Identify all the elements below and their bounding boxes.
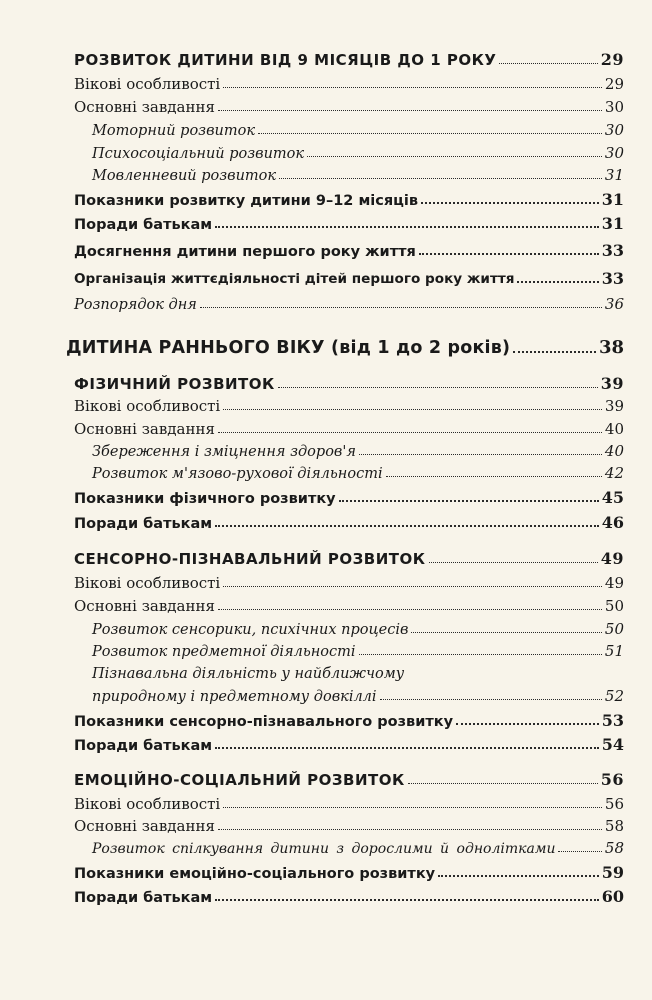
dot-leader xyxy=(215,899,599,901)
dot-leader xyxy=(380,699,602,700)
toc-entry-page: 56 xyxy=(600,770,624,789)
toc-entry-title: Моторний розвиток xyxy=(92,122,256,139)
toc-entry-title: ЕМОЦІЙНО-СОЦІАЛЬНИЙ РОЗВИТОК xyxy=(74,771,405,789)
toc-entry-title: Показники фізичного розвитку xyxy=(74,490,336,507)
dot-leader xyxy=(215,747,599,749)
toc-entry[interactable] xyxy=(74,100,624,115)
toc-entry-page: 58 xyxy=(604,839,624,857)
toc-entry-title: Вікові особливості xyxy=(74,574,221,592)
toc-entry-title: Вікові особливості xyxy=(74,75,221,93)
dot-leader xyxy=(339,500,599,502)
toc-entry-bold[interactable] xyxy=(74,737,624,753)
toc-entry-title: Показники розвитку дитини 9–12 місяців xyxy=(74,192,419,209)
toc-entry-title: Розвиток м'язово-рухової діяльності xyxy=(92,465,383,482)
toc-entry-page: 60 xyxy=(601,887,624,906)
toc-entry-page: 49 xyxy=(604,574,624,592)
dot-leader xyxy=(218,432,602,433)
toc-entry-chapter[interactable] xyxy=(74,376,624,392)
toc-entry-sub[interactable] xyxy=(92,444,624,459)
toc-entry-page: 53 xyxy=(601,711,624,730)
dot-leader xyxy=(223,409,602,410)
toc-entry[interactable] xyxy=(74,399,624,414)
toc-entry-title: ДИТИНА РАННЬОГО ВІКУ (від 1 до 2 років) xyxy=(66,337,511,358)
toc-entry-title: Розвиток сенсорики, психічних процесів xyxy=(92,621,409,638)
dot-leader xyxy=(517,281,598,283)
toc-entry-bold[interactable] xyxy=(74,192,624,208)
toc-entry-chapter[interactable] xyxy=(74,551,624,567)
toc-entry-page: 38 xyxy=(598,337,624,358)
toc-entry[interactable] xyxy=(74,576,624,591)
toc-entry-title: Розпорядок дня xyxy=(74,296,197,313)
dot-leader xyxy=(258,133,602,134)
toc-entry-page: 49 xyxy=(600,549,624,568)
dot-leader xyxy=(218,609,602,610)
dot-leader xyxy=(499,63,597,64)
toc-entry-page: 46 xyxy=(601,513,624,532)
toc-entry-page: 42 xyxy=(604,464,624,482)
toc-entry[interactable] xyxy=(74,599,624,614)
toc-entry-page: 51 xyxy=(604,642,624,660)
toc-entry-sub[interactable] xyxy=(92,841,624,856)
toc-entry-title: РОЗВИТОК ДИТИНИ ВІД 9 МІСЯЦІВ ДО 1 РОКУ xyxy=(74,51,497,69)
toc-entry-page: 31 xyxy=(601,214,624,233)
dot-leader xyxy=(419,253,599,255)
dot-leader xyxy=(421,202,599,204)
toc-entry-page: 58 xyxy=(604,817,624,835)
toc-entry-title: Організація життєдіяльності дітей першого року життя xyxy=(74,271,515,288)
toc-entry-bold[interactable] xyxy=(74,889,624,905)
dot-leader xyxy=(513,351,596,353)
toc-entry-page: 29 xyxy=(604,75,624,93)
dot-leader xyxy=(429,562,598,563)
toc-entry-page: 50 xyxy=(604,620,624,638)
toc-entry-page: 40 xyxy=(604,442,624,460)
dot-leader xyxy=(215,226,599,228)
dot-leader xyxy=(223,807,602,808)
dot-leader xyxy=(456,723,599,725)
dot-leader xyxy=(218,110,602,111)
toc-entry-page: 30 xyxy=(604,98,624,116)
toc-entry-sub[interactable] xyxy=(92,146,624,161)
toc-entry-page: 33 xyxy=(601,241,624,260)
dot-leader xyxy=(307,156,602,157)
toc-entry-page: 29 xyxy=(600,50,624,69)
toc-entry-page: 33 xyxy=(601,269,624,288)
toc-entry-page: 30 xyxy=(604,121,624,139)
toc-entry-sub[interactable] xyxy=(92,622,624,637)
toc-entry-page: 30 xyxy=(604,144,624,162)
toc-entry-title: Показники сенсорно-пізнавального розвитку xyxy=(74,713,454,730)
toc-entry-page: 31 xyxy=(601,190,624,209)
toc-entry-title: Основні завдання xyxy=(74,98,215,116)
toc-entry-title: Вікові особливості xyxy=(74,795,221,813)
toc-entry-page: 56 xyxy=(604,795,624,813)
toc-entry-page: 54 xyxy=(601,735,624,754)
toc-entry-page: 39 xyxy=(604,397,624,415)
toc-entry-part[interactable] xyxy=(66,339,624,357)
toc-entry-bold[interactable] xyxy=(74,865,624,881)
toc-entry-sub[interactable] xyxy=(92,168,624,183)
toc-entry-bold[interactable] xyxy=(74,243,624,259)
dot-leader xyxy=(223,586,602,587)
toc-entry-sub[interactable] xyxy=(92,644,624,659)
dot-leader xyxy=(411,632,601,633)
toc-entry-bold[interactable] xyxy=(74,271,624,287)
dot-leader xyxy=(218,829,602,830)
toc-entry-page: 52 xyxy=(604,687,624,705)
toc-entry-chapter[interactable] xyxy=(74,52,624,68)
toc-entry-sub[interactable] xyxy=(74,297,624,312)
toc-entry-title: Основні завдання xyxy=(74,597,215,615)
toc-entry-bold[interactable] xyxy=(74,490,624,506)
toc-entry-bold[interactable] xyxy=(74,713,624,729)
toc-entry-chapter[interactable] xyxy=(74,772,624,788)
toc-entry-title: СЕНСОРНО-ПІЗНАВАЛЬНИЙ РОЗВИТОК xyxy=(74,550,426,568)
toc-entry-page: 45 xyxy=(601,488,624,507)
toc-entry-page: 59 xyxy=(601,863,624,882)
toc-entry-bold[interactable] xyxy=(74,216,624,232)
dot-leader xyxy=(558,851,601,852)
toc-entry-title: Досягнення дитини першого року життя xyxy=(74,243,416,260)
dot-leader xyxy=(386,476,602,477)
toc-entry-title: Збереження і зміцнення здоров'я xyxy=(92,443,356,460)
toc-entry-page: 40 xyxy=(604,420,624,438)
toc-entry-title: Основні завдання xyxy=(74,817,215,835)
dot-leader xyxy=(279,178,602,179)
toc-entry-sub[interactable] xyxy=(92,466,624,481)
toc-entry[interactable] xyxy=(74,77,624,92)
toc-entry-title: Вікові особливості xyxy=(74,397,221,415)
toc-entry-title: Основні завдання xyxy=(74,420,215,438)
toc-entry-sub[interactable] xyxy=(92,123,624,138)
toc-entry-title: Розвиток предметної діяльності xyxy=(92,643,356,660)
dot-leader xyxy=(223,87,602,88)
toc-entry-page: 39 xyxy=(600,374,624,393)
toc-entry-title: Показники емоційно-соціального розвитку xyxy=(74,865,436,882)
dot-leader xyxy=(359,454,602,455)
dot-leader xyxy=(215,525,599,527)
toc-entry-title: ФІЗИЧНИЙ РОЗВИТОК xyxy=(74,375,275,393)
toc-entry-title: Поради батькам xyxy=(74,216,213,233)
toc-entry-title: Поради батькам xyxy=(74,889,213,906)
toc-entry-page: 50 xyxy=(604,597,624,615)
dot-leader xyxy=(408,783,598,784)
toc-entry[interactable] xyxy=(74,797,624,812)
toc-entry-title: Поради батькам xyxy=(74,515,213,532)
dot-leader xyxy=(438,875,599,877)
toc-entry-page: 36 xyxy=(604,295,624,313)
toc-entry-title: Психосоціальний розвиток xyxy=(92,145,305,162)
toc-entry-bold[interactable] xyxy=(74,515,624,531)
toc-entry-page: 31 xyxy=(604,166,624,184)
dot-leader xyxy=(278,387,598,388)
toc-entry-sub[interactable] xyxy=(92,689,624,704)
toc-entry[interactable] xyxy=(74,422,624,437)
dot-leader xyxy=(359,654,602,655)
toc-entry-title-line1: Пізнавальна діяльність у найближчому xyxy=(92,666,405,682)
toc-entry-title: Поради батькам xyxy=(74,737,213,754)
toc-entry-title-line2: природному і предметному довкіллі xyxy=(92,688,377,705)
toc-entry-title: Розвиток спілкування дитини з дорослими й однолітками xyxy=(92,841,556,857)
dot-leader xyxy=(200,307,602,308)
toc-entry[interactable] xyxy=(74,819,624,834)
toc-entry-title: Мовленневий розвиток xyxy=(92,167,277,184)
